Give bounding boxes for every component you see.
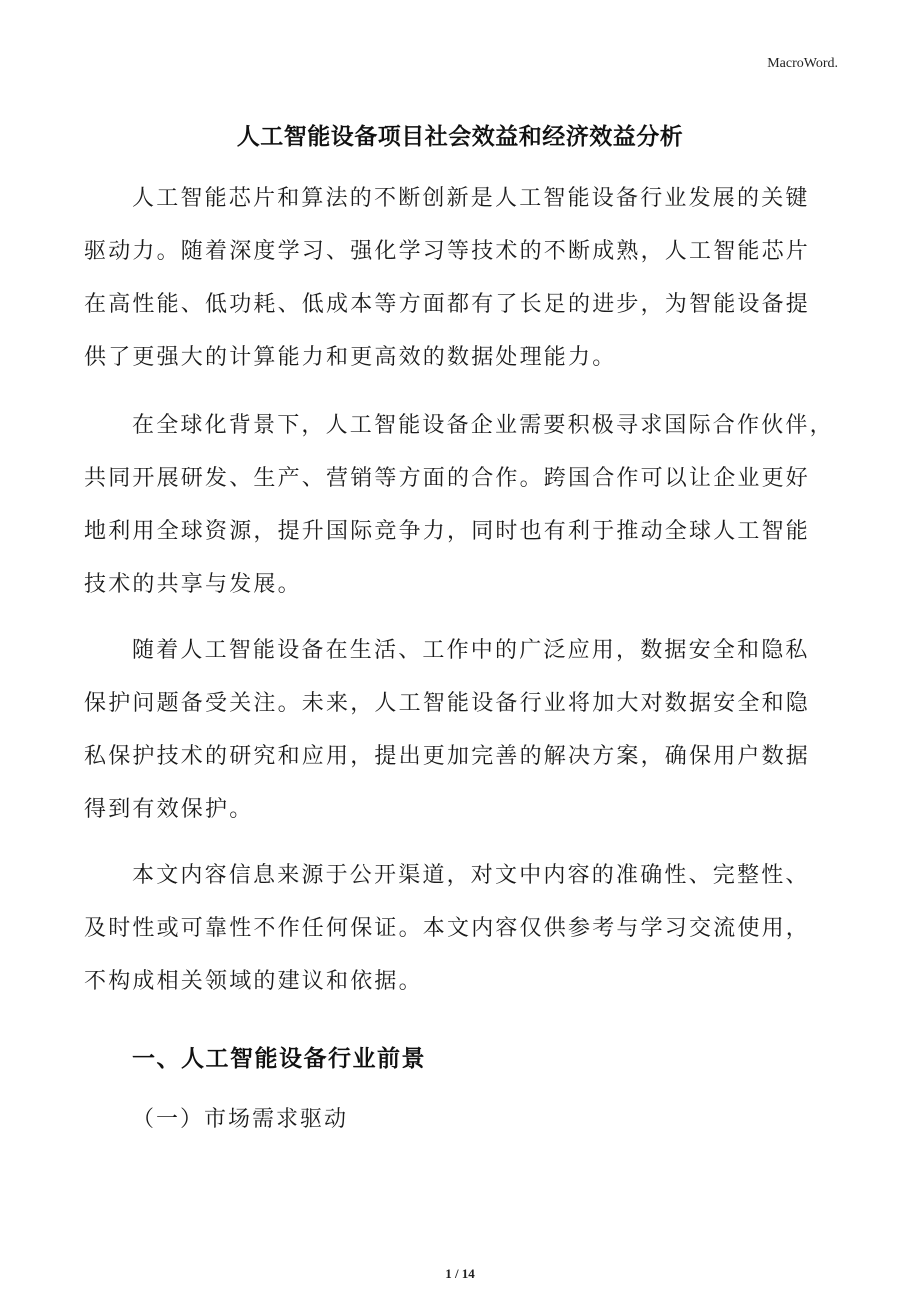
header-brand: MacroWord. xyxy=(767,56,838,71)
paragraph-line: 及时性或可靠性不作任何保证。本文内容仅供参考与学习交流使用， xyxy=(84,916,811,941)
paragraph-line: 驱动力。随着深度学习、强化学习等技术的不断成熟，人工智能芯片 xyxy=(84,239,811,264)
page-number: 1 / 14 xyxy=(445,1266,475,1281)
paragraph-line: 技术的共享与发展。 xyxy=(84,572,302,597)
paragraph-line: 私保护技术的研究和应用，提出更加完善的解决方案，确保用户数据 xyxy=(84,744,811,769)
paragraph-line: 在全球化背景下，人工智能设备企业需要积极寻求国际合作伙伴， xyxy=(132,413,834,438)
paragraph-line: 在高性能、低功耗、低成本等方面都有了长足的进步，为智能设备提 xyxy=(84,292,811,317)
paragraph-line: 得到有效保护。 xyxy=(84,797,254,822)
paragraph-line: 不构成相关领域的建议和依据。 xyxy=(84,969,423,994)
paragraph-line: 本文内容信息来源于公开渠道，对文中内容的准确性、完整性、 xyxy=(132,863,810,888)
document-title: 人工智能设备项目社会效益和经济效益分析 xyxy=(236,124,684,150)
paragraph-line: 保护问题备受关注。未来，人工智能设备行业将加大对数据安全和隐 xyxy=(84,691,811,716)
paragraph-line: 共同开展研发、生产、营销等方面的合作。跨国合作可以让企业更好 xyxy=(84,466,811,491)
paragraph-line: 地利用全球资源，提升国际竞争力，同时也有利于推动全球人工智能 xyxy=(84,519,811,544)
paragraph-line: 人工智能芯片和算法的不断创新是人工智能设备行业发展的关键 xyxy=(132,186,810,211)
subsection-heading: （一）市场需求驱动 xyxy=(132,1107,349,1132)
section-heading: 一、人工智能设备行业前景 xyxy=(132,1046,426,1072)
paragraph-line: 供了更强大的计算能力和更高效的数据处理能力。 xyxy=(84,345,617,370)
paragraph-line: 随着人工智能设备在生活、工作中的广泛应用，数据安全和隐私 xyxy=(132,638,810,663)
